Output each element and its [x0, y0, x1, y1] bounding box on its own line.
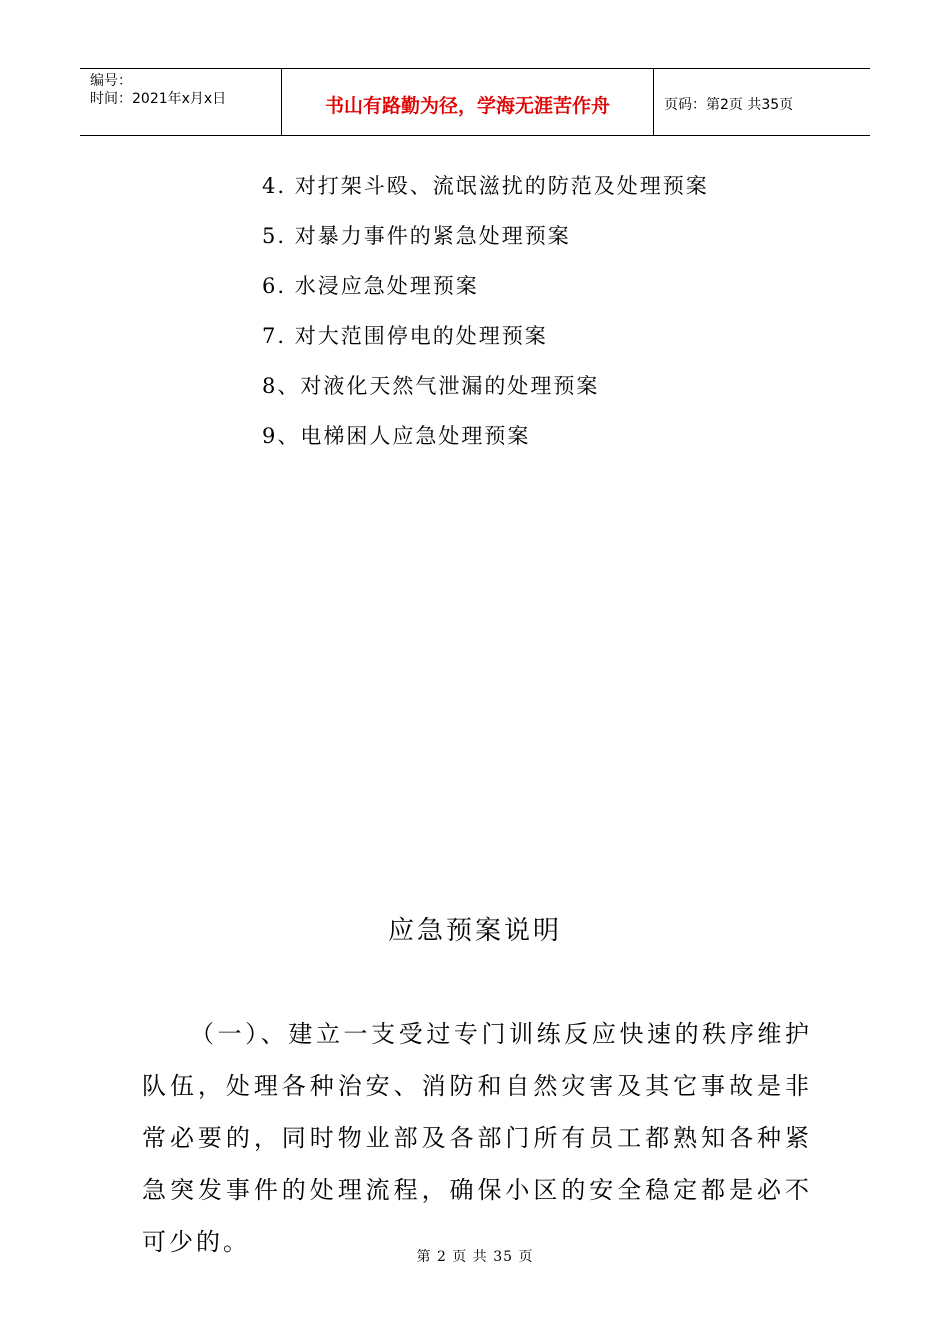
header-page-info: 页码：第2页 共35页 — [664, 97, 794, 113]
contents-item: 9、电梯困人应急处理预案 — [262, 424, 531, 448]
date-line: 时间：2021年x月x日 — [90, 91, 227, 107]
page-header — [80, 68, 870, 136]
header-meta — [80, 69, 282, 135]
section-title: 应急预案说明 — [387, 916, 562, 946]
contents-item: 7. 对大范围停电的处理预案 — [262, 324, 548, 348]
contents-item: 4. 对打架斗殴、流氓滋扰的防范及处理预案 — [262, 174, 709, 198]
contents-item: 8、对液化天然气泄漏的处理预案 — [262, 374, 600, 398]
contents-item: 6. 水浸应急处理预案 — [262, 274, 479, 298]
body-paragraph: （一）、建立一支受过专门训练反应快速的秩序维护队伍，处理各种治安、消防和自然灾害及其它事故是非常必要的，同时物业部及各部门所有员工都熟知各种紧急突发事件的处理流程，确保小区的安全稳定都是必不可少的。 — [142, 1020, 812, 1256]
contents-item: 5. 对暴力事件的紧急处理预案 — [262, 224, 571, 248]
page-footer: 第 2 页 共 35 页 — [416, 1249, 534, 1265]
contents-list — [262, 168, 709, 468]
serial-number-label: 编号： — [90, 73, 132, 89]
header-motto: 书山有路勤为径，学海无涯苦作舟 — [282, 69, 654, 135]
